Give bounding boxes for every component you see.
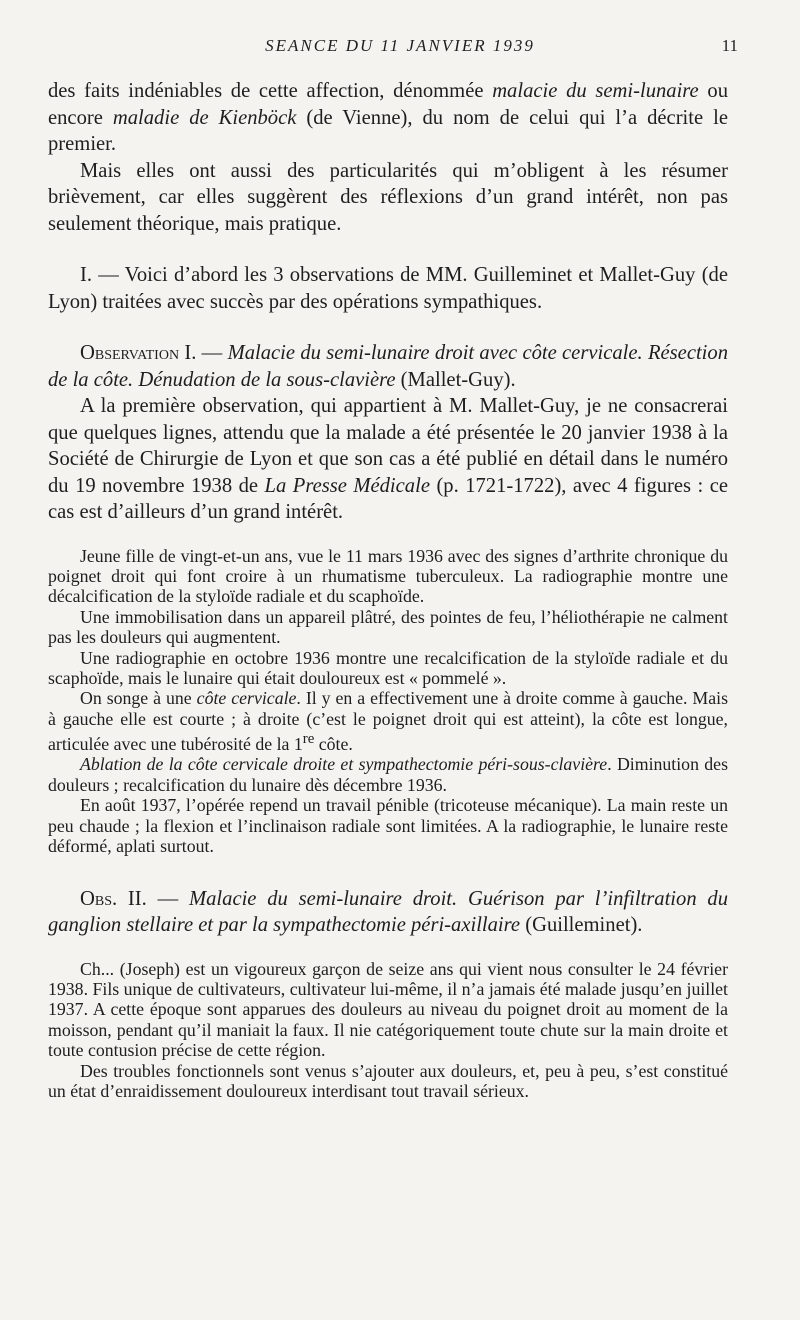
observation-author: (Guilleminet). bbox=[520, 914, 643, 937]
intro-term-malacie: malacie du semi-lunaire bbox=[492, 80, 699, 102]
case-1-paragraph-6: En août 1937, l’opérée repend un travail pénible (tricoteuse mécanique). La main reste un peu chaude ; la flexion et l’inclinaison radiale sont limitées. A la radiographie, le lunaire reste déformé, aplati surtout. bbox=[48, 795, 728, 857]
case-text: côte. bbox=[314, 734, 353, 755]
case-1-paragraph-1: Jeune fille de vingt-et-un ans, vue le 11 mars 1936 avec des signes d’arthrite chronique du poignet droit qui font croire à un rhumatisme tuberculeux. La radiographie montre une décalcification de la styloïde radiale et du scaphoïde. bbox=[48, 545, 728, 607]
observation-1-heading bbox=[48, 340, 728, 393]
case-2-paragraph-1: Ch... (Joseph) est un vigoureux garçon de seize ans qui vient nous consulter le 24 février 1938. Fils unique de cultivateurs, cultivateur lui-même, il n’a jamais été malade jusqu’en juillet 1937. A cette époque sont apparues des douleurs au niveau du poignet droit au moment de la moisson, pendant qu’il maniait la faux. Il nie catégoriquement toute chute sur la main droite et toute contusion précise de cette région. bbox=[48, 958, 728, 1061]
case-text: On songe à une bbox=[80, 688, 197, 709]
section-1-paragraph: I. — Voici d’abord les 3 observations de MM. Guilleminet et Mallet-Guy (de Lyon) traitées avec succès par des opérations sympathiques. bbox=[48, 264, 728, 313]
intro-paragraph bbox=[48, 78, 728, 158]
running-title: SEANCE DU 11 JANVIER 1939 bbox=[265, 36, 535, 55]
separator: — bbox=[196, 342, 228, 364]
page-header bbox=[0, 36, 800, 60]
case-text: . Diminution des douleurs ; recalcification du lunaire dès décembre 1936. bbox=[48, 754, 728, 795]
case-text: . Il y en a effectivement une à droite comme à gauche. Mais à gauche elle est courte ; à droite (c’est le poignet droit qui est atteint), la côte est longue, articulée avec une tubérosité de la 1 bbox=[48, 688, 728, 755]
case-procedure: Ablation de la côte cervicale droite et sympathectomie péri-sous-clavière bbox=[80, 754, 608, 775]
observation-2-heading bbox=[48, 886, 728, 939]
observation-title: Malacie du semi-lunaire droit avec côte cervicale. Résection de la côte. Dénudation de la sous-clavière bbox=[48, 342, 728, 391]
case-1-paragraph-5 bbox=[48, 754, 728, 795]
observation-label: Observation I. bbox=[80, 342, 197, 364]
case-1-paragraph-3: Une radiographie en octobre 1936 montre une recalcification de la styloïde radiale et du scaphoïde, mais le lunaire qui était douloureux est « pommelé ». bbox=[48, 647, 728, 688]
journal-title: La Presse Médicale bbox=[264, 474, 430, 497]
obs1-intro-text: A la première observation, qui appartient à M. Mallet-Guy, je ne consacrerai que quelques lignes, attendu que la malade a été présentée le 20 janvier 1938 à la Société de Chirurgie de Lyon et que son cas a été publié en détail dans le numéro du 19 novembre 1938 de bbox=[48, 395, 728, 497]
ordinal-superscript: re bbox=[302, 731, 315, 748]
separator: — bbox=[146, 887, 189, 910]
observation-1-intro bbox=[48, 393, 728, 526]
case-2-paragraph-2: Des troubles fonctionnels sont venus s’ajouter aux douleurs, et, peu à peu, s’est constitué un état d’enraidissement douloureux interdisant tout travail sérieux. bbox=[48, 1060, 728, 1101]
observation-author: (Mallet-Guy). bbox=[395, 368, 516, 391]
paragraph-mais: Mais elles ont aussi des particularités qui m’obligent à les résumer brièvement, car elles suggèrent des réflexions d’un grand intérêt, non pas seulement théorique, mais pratique. bbox=[48, 159, 728, 235]
intro-text: ou encore bbox=[48, 80, 728, 129]
case-term: côte cervicale bbox=[196, 688, 297, 709]
intro-text: (de Vienne), du nom de celui qui l’a décrite le premier. bbox=[48, 106, 728, 155]
page-body bbox=[48, 78, 728, 1101]
case-1-paragraph-4 bbox=[48, 688, 728, 754]
intro-term-kienbock: maladie de Kienböck bbox=[112, 106, 297, 129]
obs1-intro-text: (p. 1721-1722), avec 4 figures : ce cas est d’ailleurs d’un grand intérêt. bbox=[48, 474, 728, 523]
intro-text: des faits indéniables de cette affection, dénommée bbox=[48, 80, 493, 102]
case-1-paragraph-2: Une immobilisation dans un appareil plâtré, des pointes de feu, l’héliothérapie ne calment pas les douleurs qui augmentent. bbox=[48, 606, 728, 648]
page-number: 11 bbox=[721, 36, 738, 55]
observation-label: Obs. II. bbox=[80, 887, 147, 910]
observation-title: Malacie du semi-lunaire droit. Guérison par l’infiltration du ganglion stellaire et par la sympathectomie péri-axillaire bbox=[48, 887, 728, 937]
